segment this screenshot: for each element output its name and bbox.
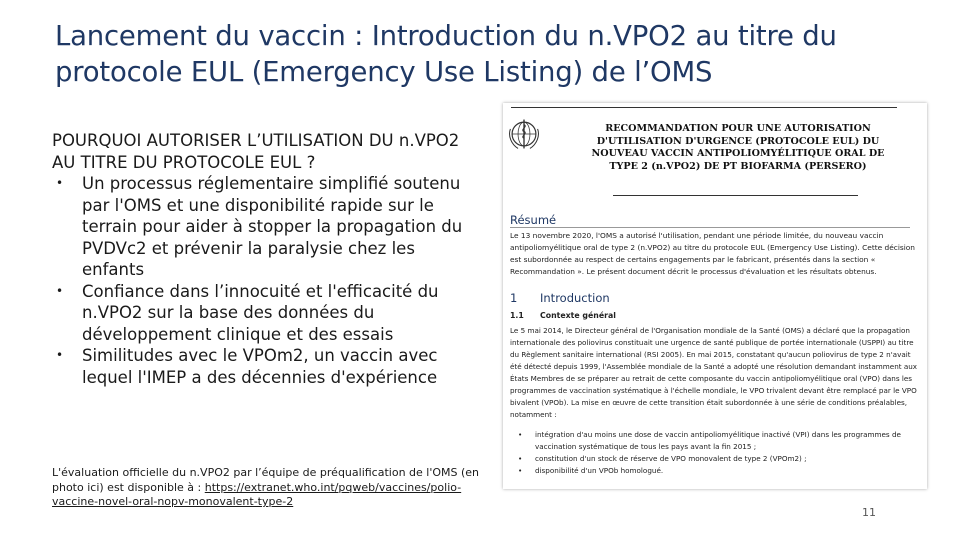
- title-rule: [613, 195, 858, 196]
- document-title-line: TYPE 2 (n.VPO2) DE PT BIOFARMA (PERSERO): [609, 160, 867, 172]
- reasons-list: [52, 173, 482, 388]
- list-item: • constitution d'un stock de réserve de VPO monovalent de type 2 (VPOm2) ;: [518, 453, 918, 465]
- section-number: 1: [510, 291, 518, 305]
- section-title: Introduction: [540, 291, 610, 305]
- slide-title: Lancement du vaccin : Introduction du n.VPO2 au titre du protocole EUL (Emergency Use Listing) de l’OMS: [55, 20, 837, 88]
- resume-heading: Résumé: [510, 213, 557, 227]
- left-panel: [52, 130, 482, 388]
- section-heading: POURQUOI AUTORISER L’UTILISATION DU n.VPO2 AU TITRE DU PROTOCOLE EUL ?: [52, 131, 460, 172]
- who-emblem-icon: [507, 117, 541, 151]
- evaluation-link[interactable]: https://extranet.who.int/pqweb/vaccines/polio-vaccine-novel-oral-nopv-monovalent-type-2: [52, 480, 462, 508]
- document-title: [588, 123, 888, 173]
- list-item: • disponibilité d'un VPOb homologué.: [518, 465, 918, 477]
- resume-text: Le 13 novembre 2020, l'OMS a autorisé l'utilisation, pendant une période limitée, du nouveau vaccin antipoliomyélitique oral de type 2 (n.VPO2) au titre du protocole EUL (Emergency Use Listing). Cette décision est subordonnée au respect de certains engagements par le fabricant, présentés dans la section « Recommandation ». Le présent document décrit le processus d'évaluation et les résultats obtenus.: [510, 231, 915, 277]
- subsection-number: 1.1: [510, 311, 524, 320]
- subsection-title: Contexte général: [540, 311, 616, 320]
- document-bullet-list: [518, 429, 918, 477]
- list-item: • Un processus réglementaire simplifié soutenu par l'OMS et une disponibilité rapide sur le terrain pour aider à stopper la propagation du PVDVc2 et prévenir la paralysie chez les enfants: [52, 173, 482, 281]
- page-number: 11: [862, 506, 876, 519]
- list-item: • Similitudes avec le VPOm2, un vaccin avec lequel l'IMEP a des décennies d'expérience: [52, 345, 482, 388]
- list-item: • intégration d'au moins une dose de vaccin antipoliomyélitique inactivé (VPI) dans les programmes de vaccination systématique de tous les pays avant la fin 2015 ;: [518, 429, 918, 453]
- document-top-rule: [511, 107, 897, 108]
- document-title-line: RECOMMANDATION POUR UNE AUTORISATION: [605, 123, 871, 134]
- document-title-line: D'UTILISATION D'URGENCE (PROTOCOLE EUL) DU: [596, 135, 880, 147]
- section-1-heading: [510, 291, 610, 305]
- resume-rule: [510, 227, 910, 228]
- document-title-line: NOUVEAU VACCIN ANTIPOLIOMYÉLITIQUE ORAL DE: [591, 148, 885, 159]
- document-image: [503, 103, 927, 489]
- subsection-heading: [510, 311, 616, 320]
- note-text: L'évaluation officielle du n.VPO2 par l’équipe de préqualification de l'OMS (en photo ici) est disponible à :: [52, 466, 480, 494]
- list-item: • Confiance dans l’innocuité et l'efficacité du n.VPO2 sur la base des données du développement clinique et des essais: [52, 281, 482, 346]
- evaluation-note: [52, 466, 482, 510]
- document-body-text: Le 5 mai 2014, le Directeur général de l'Organisation mondiale de la Santé (OMS) a déclaré que la propagation internationale des poliovirus constituait une urgence de santé publique de portée internationale (USPPI) au titre du Règlement sanitaire international (RSI 2005). En mai 2015, constatant qu'aucun poliovirus de type 2 n'avait été détecté depuis 1999, l'Assemblée mondiale de la Santé a adopté une résolution demandant instamment aux États Membres de se préparer au retrait de cette composante du vaccin antipoliomyélitique oral (VPO) dans les programmes de vaccination systématique à l'échelle mondiale, le VPO trivalent devant être remplacé par le VPO bivalent (VPOb). La mise en œuvre de cette transition était subordonnée à une série de conditions préalables, notamment :: [510, 326, 918, 419]
